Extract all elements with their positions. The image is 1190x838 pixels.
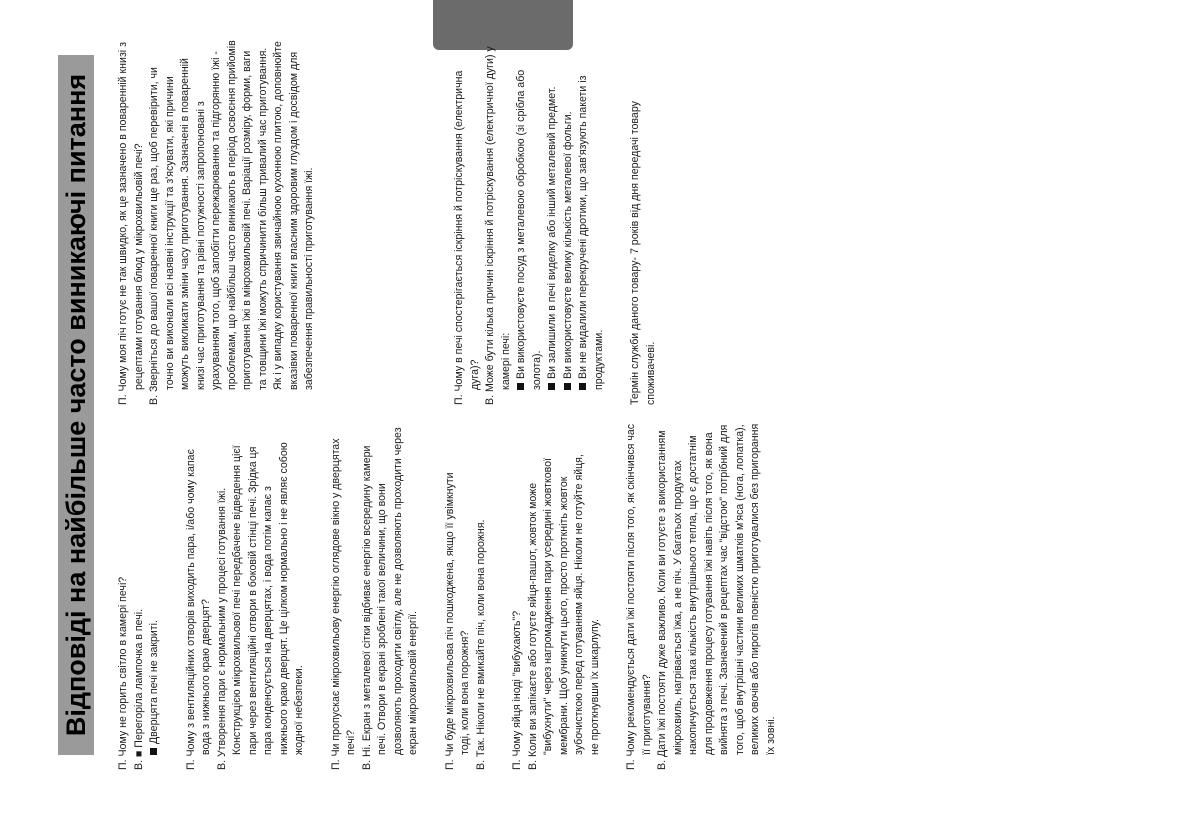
- service-life-note: Термін служби даного товару- 7 років від дня передачі товару споживачеві.: [629, 101, 657, 405]
- answer: В. Дати їжі постояти дуже важливо. Коли ви готуєте з використанням мікрохвиль, нагрівається їжа, а не піч. У багатьох продуктах накопичується така кількість внутрішнього тепла, що є достатнім для продовження процесу готування їжі навіть після того, як вона вийнята з печі. Зазначений в рецептах час "відстою" потрібний для того, щоб внутрішні частини великих шматків м'яса (нога, лопатка), великих овочів або пирогів повністю приготувалися без пригорання їх зовні.: [656, 423, 777, 770]
- answer: В. Так. Ніколи не вмикайте піч, коли вона порожня.: [474, 519, 487, 770]
- answer: В. Зверніться до вашої поваренної книги ще раз, щоб перевірити, чи точно ви виконали всі наявні інструкції та з'ясувати, які причини можуть викликати зміни часу приготування. Зазначені в поваренній книзі час приготування та рівні потужності запропоновані з урахуванням того, щоб запобігти пережарюванню та підгорянню їжі - проблемам, що найбільш часто виникають в період освоєння прийомів приготування їжі в мікрохвильовій печі. Варіації розміру, форми, ваги та товщини їжі можуть спричинити більш тривалий час приготування. Як і у випадку користування звичайною кухонною плитою, доповнюйте вказівки поваренної книги власним здоровим глуздом і досвідом для забезпечення правильності приготування їжі.: [148, 40, 315, 405]
- bullet-square-icon: [548, 383, 555, 390]
- bullet-square-icon: [150, 748, 157, 755]
- faq-column-2b: [452, 40, 670, 405]
- answer: В. Утворення пари є нормальним у процесі готування їжі. Конструкцією мікрохвильової печі передбачене відведення цієї пари через вентиляційні отвори в боковій стінці печі. Зрідка ця пара конденсується на дверцятах, і вода потім капає з нижнього краю дверцят. Це цілком нормально і не являє собою жодної небезпеки.: [215, 442, 305, 770]
- question: П. Чому яйця іноді "вибухають"?: [511, 610, 523, 770]
- faq-item: [116, 40, 318, 405]
- bullet-square-icon: [579, 383, 586, 390]
- question: П. Чому в печі спостерігається іскріння й потріскування (електрична дуга)?: [453, 70, 481, 405]
- bullet-square-icon: [564, 383, 571, 390]
- answer: В. Ні. Екран з металевої сітки відбиває енергію всередину камери печі. Отвори в екрані зроблені такої величини, що вони дозволяють проходити світлу, але не дозволяють проходити через екран мікрохвильовій енергії.: [360, 427, 419, 770]
- answer: В. Може бути кілька причин іскріння й потріскування (електричної дуги) у камері печі:: [484, 46, 512, 405]
- faq-item: [510, 440, 603, 770]
- question: П. Чому з вентиляційних отворів виходить пара, і/або чому капає вода з нижнього краю дверцят?: [184, 449, 212, 770]
- bullet: Ви не видалили перекручені дротики, що зав'язують пакети із продуктами.: [577, 75, 605, 390]
- faq-item: [329, 425, 422, 770]
- answer: В. ■ Перегоріла лампочка в печі.: [132, 608, 145, 770]
- bullet-square-icon: [517, 383, 524, 390]
- faq-item: [624, 420, 779, 770]
- bullet: Ви використовуєте посуд з металевою обробкою (зі срібла або золота).: [515, 69, 543, 390]
- question: П. Чому не горить світло в камері печі?: [117, 576, 129, 770]
- question: П. Чому рекомендується дати їжі постояти після того, як скінчився час її приготування?: [625, 423, 653, 770]
- faq-column-2: [116, 40, 339, 405]
- answer: В. Коли ви запікаєте або готуєте яйця-пашот, жовток може "вибухнути" через нагромадження пари усередині жовткової мембрани. Щоб уникнути цього, просто проткніть жовток зубочисткою перед готуванням яйця. Ніколи не готуйте яйця, не проткнувши їх шкарлупу.: [526, 454, 601, 770]
- question: П. Чи буде мікрохвильова піч пошкоджена, якщо її увімкнути тоді, коли вона порожня?: [443, 472, 471, 770]
- bullet: Дверцята печі не закриті.: [147, 40, 163, 770]
- faq-item: [452, 40, 607, 405]
- faq-item: [184, 440, 308, 770]
- question: П. Чи пропускає мікрохвильову енергію оглядове вікно у дверцятах печі?: [329, 438, 357, 770]
- question: П. Чому моя піч готує не так швидко, як це зазначено в поваренній книзі з рецептами готування блюд у мікрохвильовій печі?: [117, 42, 145, 405]
- faq-item: [443, 470, 490, 770]
- bullet: Ви використовуєте велику кількість металевої фольги.: [561, 40, 577, 405]
- bullet: Ви залишили в печі виделку або інший металевий предмет.: [545, 40, 561, 405]
- page-title: Відповіді на найбільше часто виникаючі питання: [58, 55, 94, 755]
